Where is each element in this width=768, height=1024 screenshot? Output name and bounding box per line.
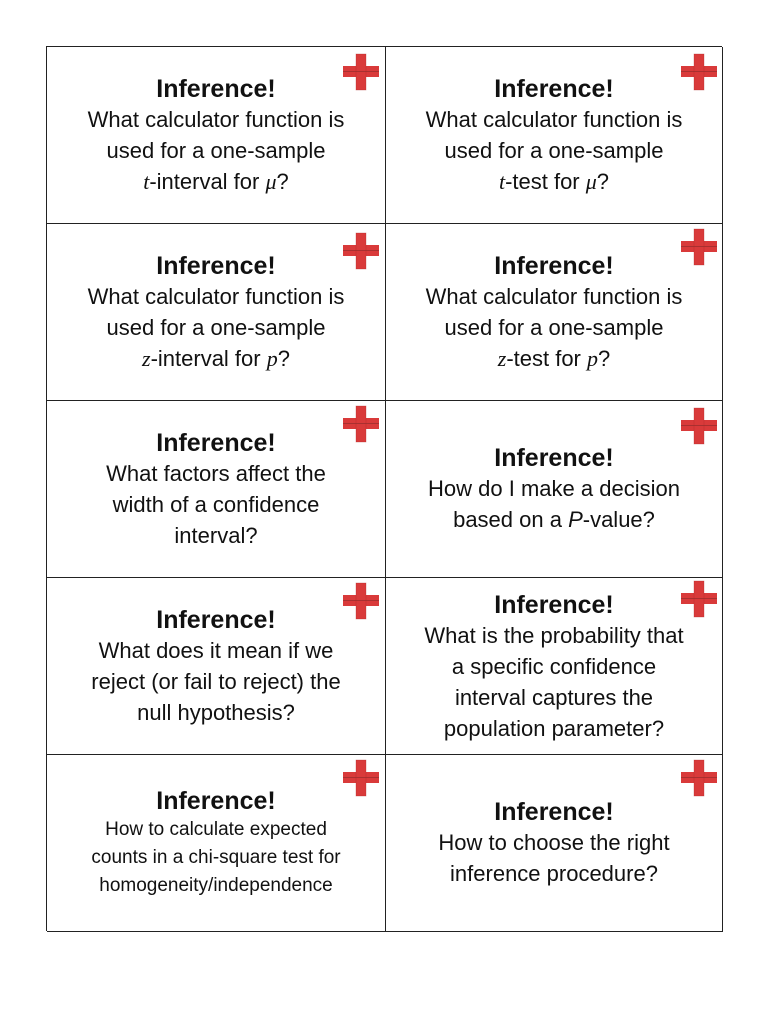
card-question: How to calculate expected counts in a chi-square test for homogeneity/independence [91, 819, 341, 896]
red-cross-icon [680, 580, 718, 618]
card-5 [47, 401, 386, 578]
card-title: Inference! [156, 605, 276, 634]
card-4 [386, 224, 723, 401]
red-cross-icon [680, 228, 718, 266]
card-question: How to choose the right inference procedure? [438, 830, 670, 886]
card-title: Inference! [156, 787, 276, 815]
card-title: Inference! [156, 428, 276, 457]
red-cross-icon [680, 407, 718, 445]
card-title: Inference! [494, 798, 614, 826]
red-cross-icon [342, 582, 380, 620]
card-question: What factors affect the width of a confidence interval? [106, 460, 326, 548]
red-cross-icon [342, 759, 380, 797]
card-sheet [46, 46, 722, 931]
card-question: How do I make a decision based on a P-value? [428, 476, 680, 532]
card-2 [386, 47, 723, 224]
card-question: What does it mean if we reject (or fail to reject) the null hypothesis? [91, 637, 341, 725]
card-title: Inference! [156, 251, 276, 280]
card-question: What calculator function is used for a one-sample t-test for μ? [425, 106, 683, 194]
card-1 [47, 47, 386, 224]
red-cross-icon [342, 405, 380, 443]
card-title: Inference! [494, 591, 614, 619]
card-9 [47, 755, 386, 932]
card-title: Inference! [494, 74, 614, 103]
card-6 [386, 401, 723, 578]
card-title: Inference! [494, 251, 614, 280]
red-cross-icon [342, 53, 380, 91]
card-title: Inference! [156, 74, 276, 103]
red-cross-icon [680, 759, 718, 797]
card-3 [47, 224, 386, 401]
card-8 [386, 578, 723, 755]
card-question: What calculator function is used for a one-sample t-interval for μ? [87, 106, 345, 194]
card-question: What calculator function is used for a one-sample z-test for p? [425, 283, 683, 371]
card-7 [47, 578, 386, 755]
card-10 [386, 755, 723, 932]
card-question: What calculator function is used for a one-sample z-interval for p? [87, 283, 345, 371]
red-cross-icon [680, 53, 718, 91]
card-question: What is the probability that a specific confidence interval captures the population parameter? [424, 623, 684, 741]
card-title: Inference! [494, 444, 614, 472]
red-cross-icon [342, 232, 380, 270]
